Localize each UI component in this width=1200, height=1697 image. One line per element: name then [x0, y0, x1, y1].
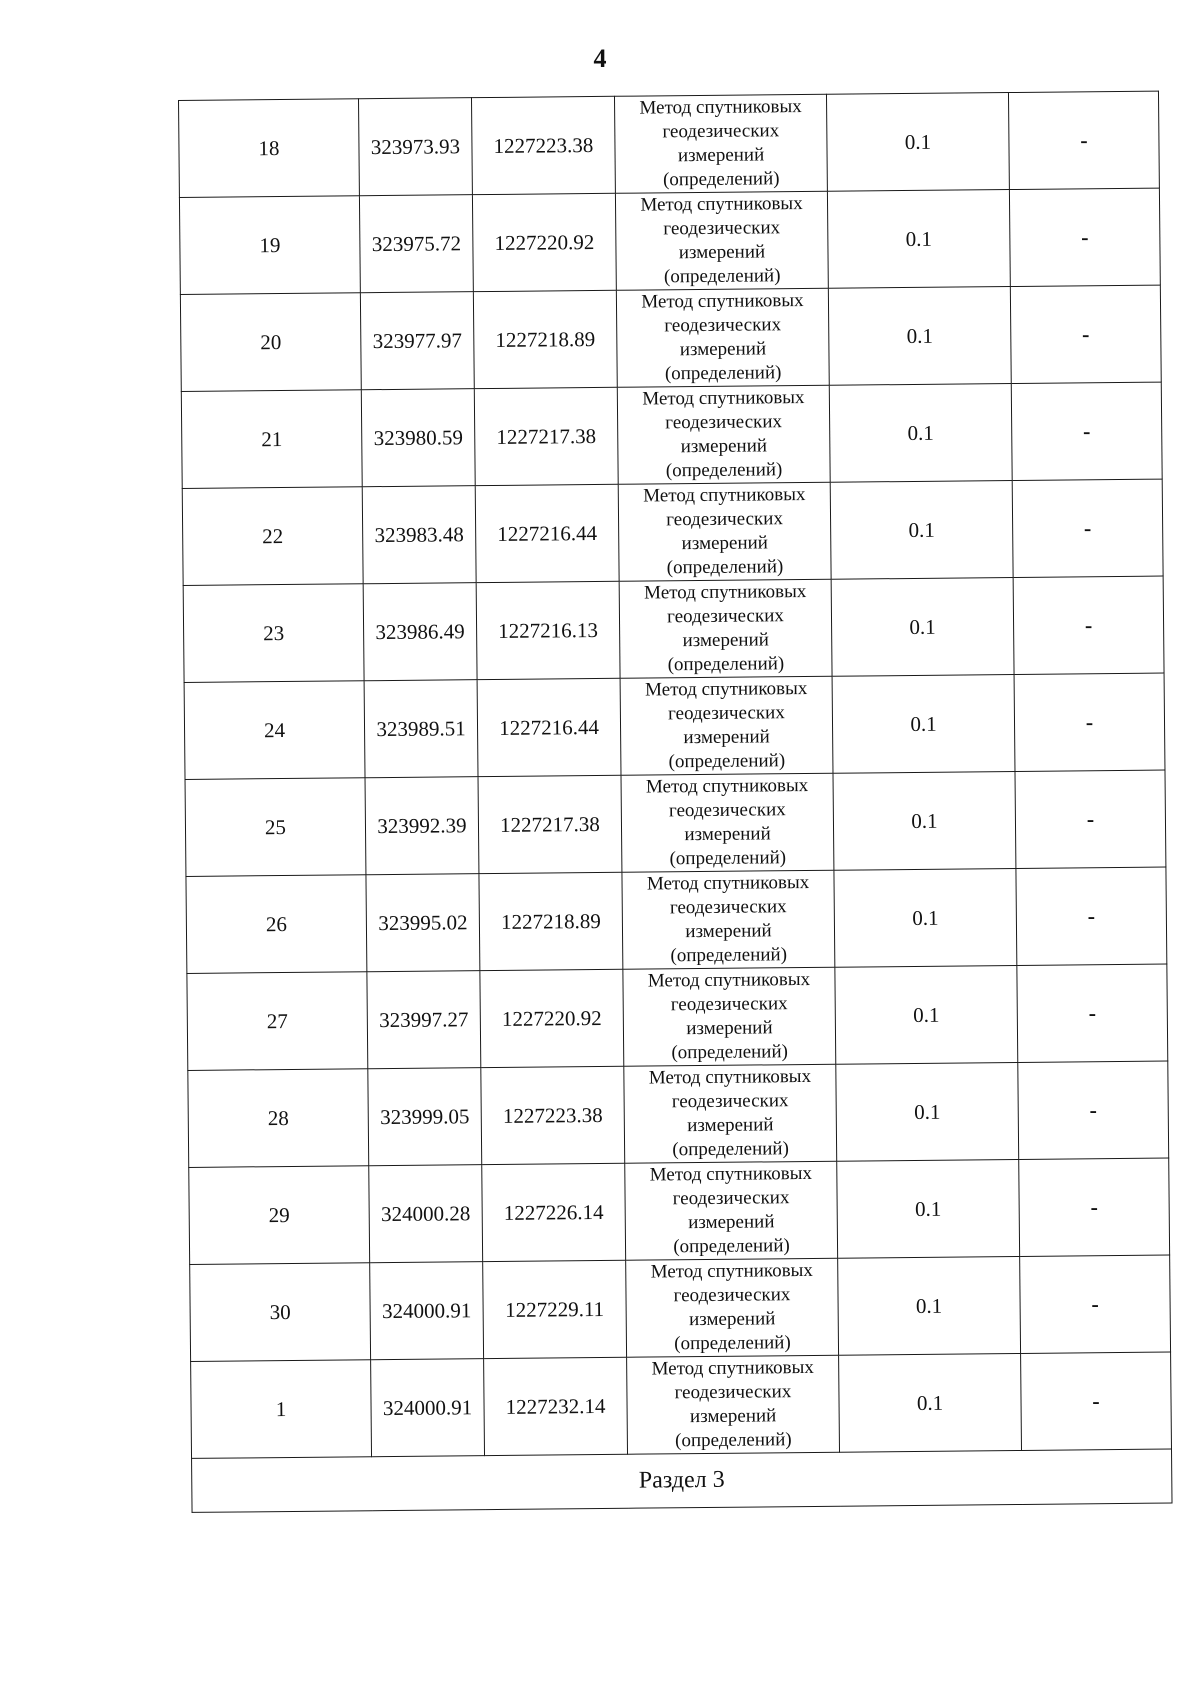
note-cell: -	[1019, 1158, 1170, 1256]
x-coordinate-cell: 323989.51	[364, 680, 478, 778]
method-cell	[619, 579, 832, 678]
accuracy-cell: 0.1	[835, 965, 1018, 1064]
point-number-cell: 22	[182, 487, 363, 586]
note-cell: -	[1009, 188, 1160, 286]
method-line: геодезических	[672, 1187, 790, 1210]
method-line: (определений)	[668, 750, 786, 773]
accuracy-cell: 0.1	[831, 578, 1014, 677]
note-cell: -	[1015, 770, 1166, 868]
method-cell	[624, 1064, 837, 1163]
method-line: измерений	[679, 338, 767, 361]
method-line: геодезических	[666, 508, 784, 531]
point-number-cell: 21	[181, 390, 362, 489]
x-coordinate-cell: 323973.93	[358, 98, 472, 196]
method-cell	[615, 191, 828, 290]
page-number: 4	[593, 44, 607, 73]
method-line: измерений	[689, 1405, 777, 1428]
method-line: Метод спутниковых	[643, 483, 806, 507]
note-cell: -	[1020, 1255, 1171, 1353]
method-line: Метод спутниковых	[639, 96, 802, 119]
accuracy-cell: 0.1	[837, 1159, 1020, 1258]
section-label: Раздел 3	[192, 1449, 1172, 1512]
method-line: геодезических	[662, 120, 780, 143]
method-line: Метод спутниковых	[649, 1162, 813, 1186]
table-row	[184, 673, 1165, 779]
table-row	[190, 1255, 1171, 1361]
y-coordinate-cell: 1227217.38	[474, 387, 618, 485]
method-line: геодезических	[670, 993, 788, 1016]
method-line: (определений)	[672, 1138, 789, 1161]
x-coordinate-cell: 324000.28	[369, 1165, 483, 1263]
point-number-cell: 27	[187, 972, 368, 1071]
x-coordinate-cell: 323995.02	[366, 874, 480, 972]
point-number-cell: 25	[185, 778, 366, 877]
method-line: Метод спутниковых	[640, 193, 803, 216]
x-coordinate-cell: 323975.72	[359, 195, 473, 293]
method-line: геодезических	[667, 702, 785, 725]
method-line: измерений	[688, 1211, 775, 1234]
table-row	[186, 867, 1167, 973]
point-number-cell: 1	[191, 1360, 372, 1459]
method-line: (определений)	[669, 847, 787, 870]
method-cell	[626, 1258, 839, 1357]
table-row	[179, 188, 1160, 294]
table-row	[182, 479, 1163, 585]
y-coordinate-cell: 1227232.14	[484, 1357, 628, 1455]
note-cell: -	[1013, 576, 1164, 674]
method-line: геодезических	[665, 411, 783, 434]
point-number-cell: 23	[183, 584, 364, 683]
y-coordinate-cell: 1227216.44	[477, 678, 621, 776]
method-line: измерений	[682, 629, 769, 652]
method-line: измерений	[687, 1114, 774, 1137]
section-row	[192, 1449, 1172, 1512]
y-coordinate-cell: 1227229.11	[483, 1260, 627, 1358]
method-cell	[620, 676, 833, 775]
method-line: Метод спутниковых	[642, 387, 805, 410]
method-line: Метод спутниковых	[650, 1259, 813, 1283]
method-line: измерений	[683, 726, 770, 749]
accuracy-cell: 0.1	[836, 1062, 1019, 1161]
x-coordinate-cell: 324000.91	[371, 1359, 485, 1457]
note-cell: -	[1008, 91, 1159, 189]
table-row	[179, 91, 1160, 197]
note-cell: -	[1014, 673, 1165, 771]
method-cell	[622, 870, 835, 969]
table-body	[179, 91, 1172, 1458]
y-coordinate-cell: 1227220.92	[472, 193, 616, 291]
accuracy-cell: 0.1	[828, 287, 1011, 386]
y-coordinate-cell: 1227218.89	[479, 872, 623, 970]
method-cell	[618, 482, 831, 581]
method-line: измерений	[684, 823, 771, 846]
method-line: геодезических	[663, 217, 781, 240]
method-cell	[627, 1355, 840, 1454]
method-cell	[621, 773, 834, 872]
table-row	[181, 382, 1162, 488]
x-coordinate-cell: 323992.39	[365, 777, 479, 875]
method-line: Метод спутниковых	[648, 1065, 812, 1089]
method-cell	[617, 385, 830, 484]
coordinates-sheet	[178, 91, 1172, 1513]
method-line: (определений)	[663, 265, 781, 288]
note-cell: -	[1011, 382, 1162, 480]
point-number-cell: 20	[180, 293, 361, 392]
note-cell: -	[1016, 867, 1167, 965]
method-line: (определений)	[671, 1041, 789, 1064]
method-line: Метод спутниковых	[641, 290, 804, 313]
method-line: геодезических	[668, 799, 786, 822]
method-line: измерений	[688, 1308, 776, 1331]
method-line: измерений	[681, 532, 769, 555]
point-number-cell: 19	[179, 196, 360, 295]
method-line: измерений	[678, 241, 766, 264]
table-row	[185, 770, 1166, 876]
method-line: (определений)	[666, 556, 784, 579]
point-number-cell: 24	[184, 681, 365, 780]
table-row	[183, 576, 1164, 682]
table-row	[188, 1061, 1169, 1167]
point-number-cell: 30	[190, 1263, 371, 1362]
method-line: геодезических	[664, 314, 782, 337]
point-number-cell: 26	[186, 875, 367, 974]
method-line: Метод спутниковых	[644, 580, 807, 604]
method-line: (определений)	[667, 653, 785, 676]
y-coordinate-cell: 1227217.38	[478, 775, 622, 873]
method-line: Метод спутниковых	[647, 968, 811, 992]
x-coordinate-cell: 323977.97	[360, 292, 474, 390]
method-line: (определений)	[665, 459, 783, 482]
point-number-cell: 29	[189, 1166, 370, 1265]
accuracy-cell: 0.1	[833, 771, 1016, 870]
method-line: Метод спутниковых	[645, 774, 809, 798]
accuracy-cell: 0.1	[834, 868, 1017, 967]
note-cell: -	[1021, 1352, 1172, 1450]
x-coordinate-cell: 323983.48	[362, 486, 476, 584]
coordinates-table	[178, 91, 1173, 1513]
method-line: геодезических	[673, 1284, 791, 1307]
method-line: (определений)	[674, 1332, 791, 1355]
note-cell: -	[1018, 1061, 1169, 1159]
table-row	[189, 1158, 1170, 1264]
accuracy-cell: 0.1	[838, 1256, 1021, 1355]
x-coordinate-cell: 323986.49	[363, 583, 477, 681]
x-coordinate-cell: 323997.27	[367, 971, 481, 1069]
method-line: (определений)	[662, 168, 780, 191]
method-line: измерений	[677, 144, 765, 167]
method-line: измерений	[685, 920, 772, 943]
accuracy-cell: 0.1	[826, 93, 1009, 192]
accuracy-cell: 0.1	[829, 384, 1012, 483]
method-line: измерений	[680, 435, 768, 458]
accuracy-cell: 0.1	[839, 1353, 1022, 1452]
method-cell	[625, 1161, 838, 1260]
method-line: геодезических	[674, 1381, 792, 1404]
note-cell: -	[1012, 479, 1163, 577]
y-coordinate-cell: 1227220.92	[480, 969, 624, 1067]
method-line: Метод спутниковых	[651, 1356, 814, 1380]
accuracy-cell: 0.1	[827, 190, 1010, 289]
x-coordinate-cell: 323999.05	[368, 1068, 482, 1166]
x-coordinate-cell: 323980.59	[361, 389, 475, 487]
y-coordinate-cell: 1227223.38	[471, 96, 615, 194]
y-coordinate-cell: 1227216.44	[475, 484, 619, 582]
method-line: Метод спутниковых	[646, 871, 810, 895]
method-line: (определений)	[664, 362, 782, 385]
method-cell	[616, 288, 829, 387]
method-line: геодезических	[669, 896, 787, 919]
table-row	[191, 1352, 1172, 1458]
method-line: измерений	[686, 1017, 773, 1040]
y-coordinate-cell: 1227223.38	[481, 1066, 625, 1164]
point-number-cell: 18	[179, 99, 360, 198]
note-cell: -	[1010, 285, 1161, 383]
method-line: Метод спутниковых	[644, 677, 808, 701]
table-row	[180, 285, 1161, 391]
note-cell: -	[1017, 964, 1168, 1062]
method-line: (определений)	[670, 944, 788, 967]
method-line: (определений)	[673, 1235, 790, 1258]
y-coordinate-cell: 1227216.13	[476, 581, 620, 679]
point-number-cell: 28	[188, 1069, 369, 1168]
accuracy-cell: 0.1	[830, 481, 1013, 580]
method-line: (определений)	[675, 1429, 792, 1452]
y-coordinate-cell: 1227218.89	[473, 290, 617, 388]
accuracy-cell: 0.1	[832, 675, 1015, 774]
x-coordinate-cell: 324000.91	[370, 1262, 484, 1360]
method-cell	[614, 94, 827, 193]
table-row	[187, 964, 1168, 1070]
method-cell	[623, 967, 836, 1066]
method-line: геодезических	[667, 605, 784, 628]
method-line: геодезических	[671, 1090, 789, 1113]
y-coordinate-cell: 1227226.14	[482, 1163, 626, 1261]
